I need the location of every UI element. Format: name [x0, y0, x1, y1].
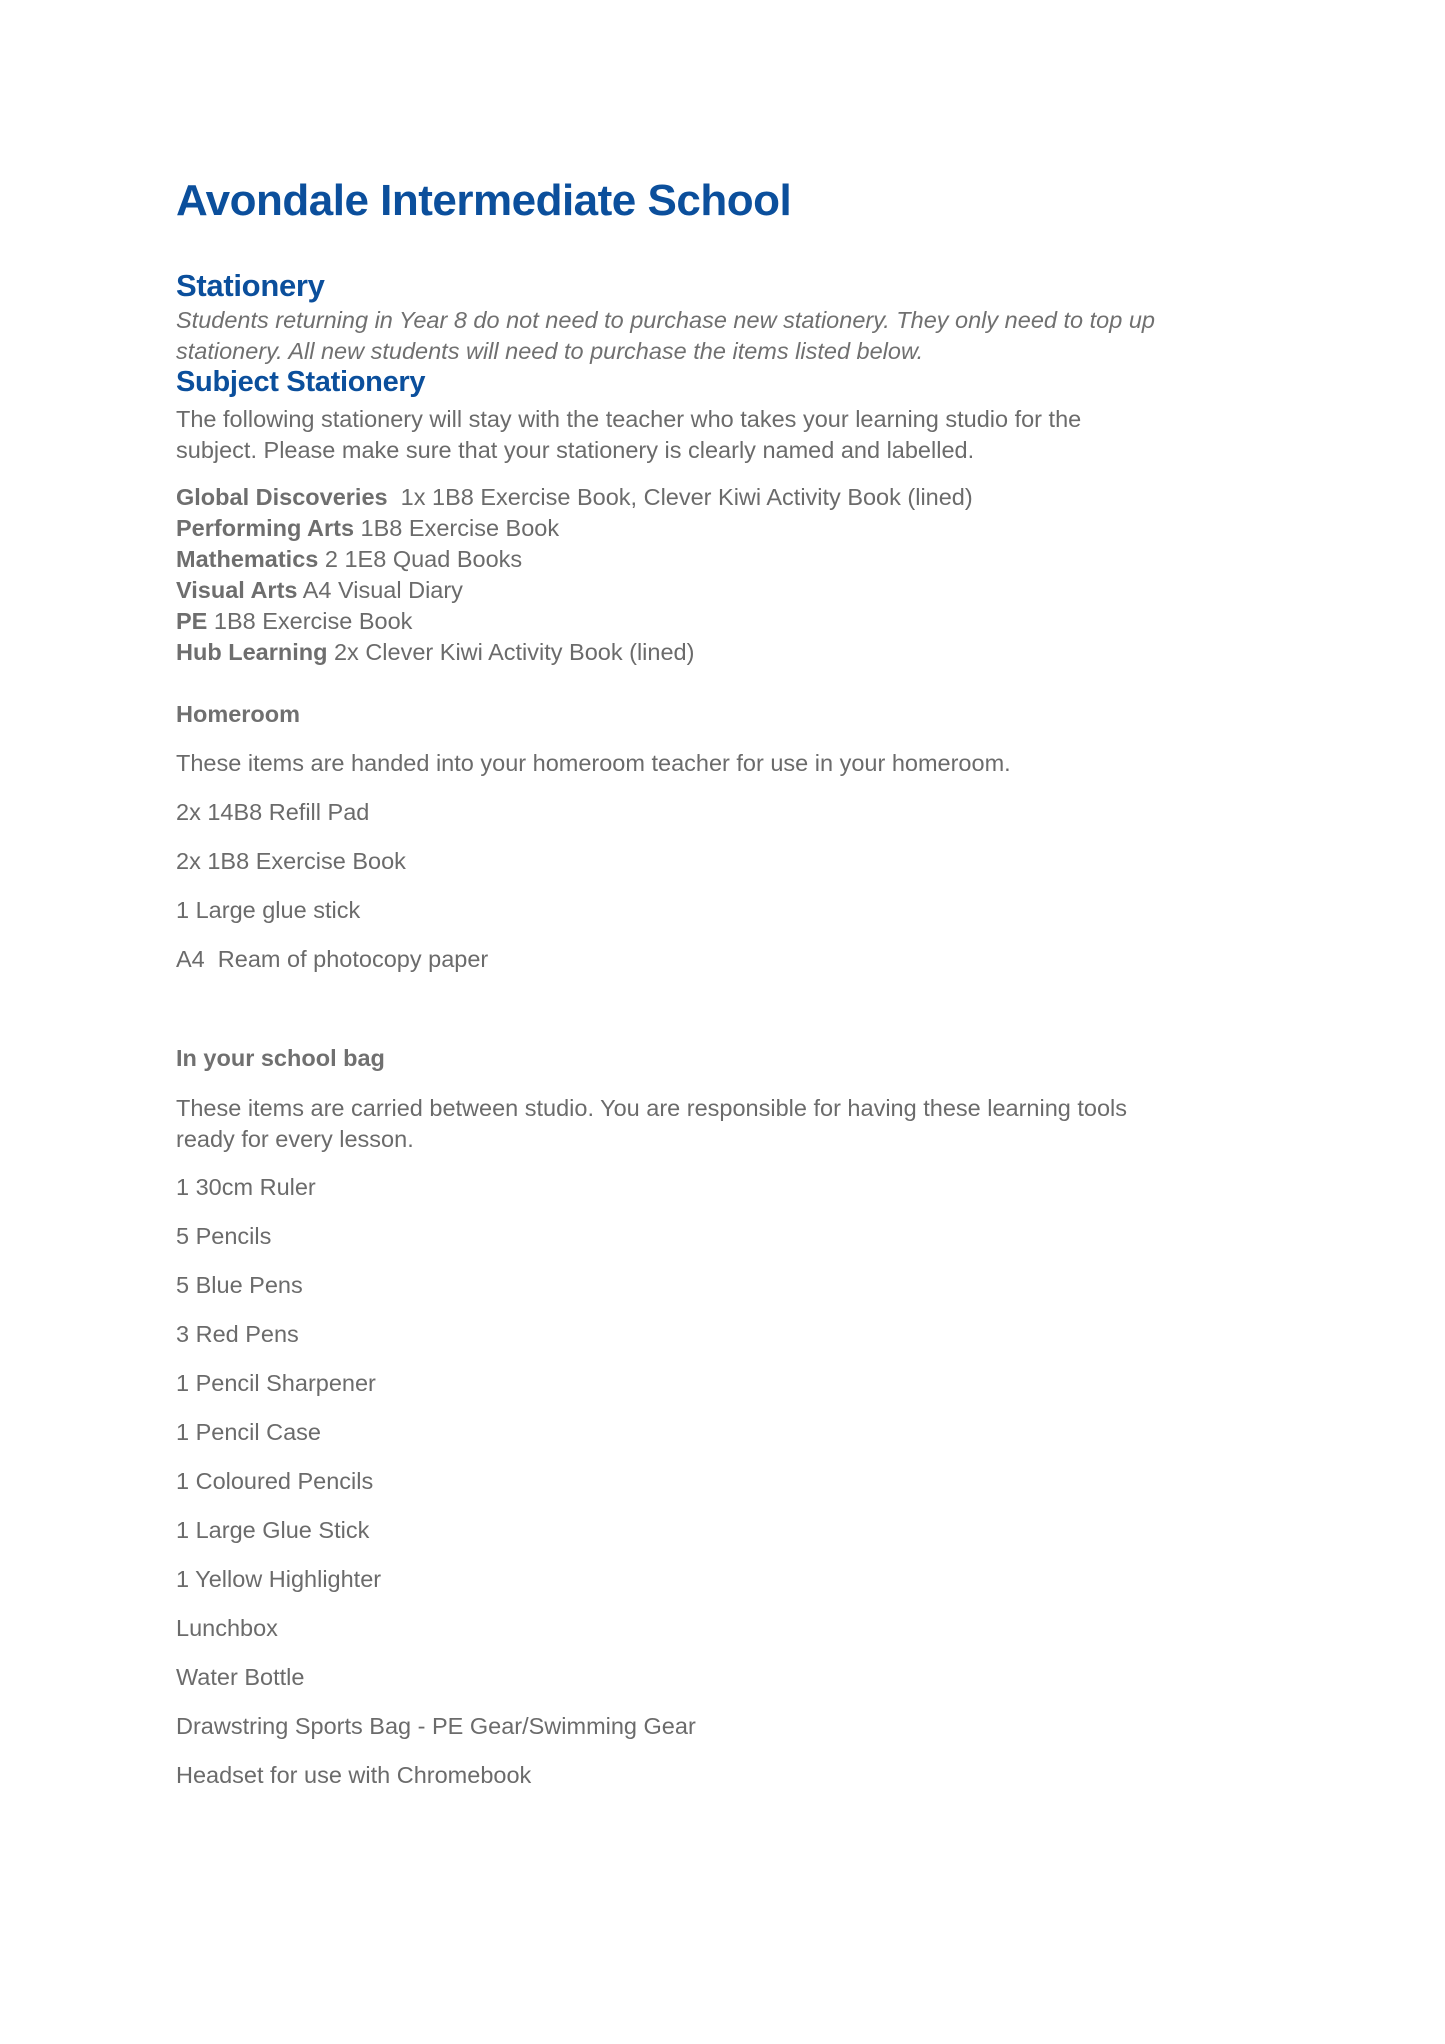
subject-name: Visual Arts [176, 577, 298, 603]
subject-stationery-description [176, 404, 1256, 466]
subject-desc-line-2: subject. Please make sure that your stationery is clearly named and labelled. [176, 437, 975, 463]
subject-name: Global Discoveries [176, 484, 388, 510]
school-bag-item: 1 Pencil Sharpener [176, 1370, 376, 1396]
school-bag-item: 1 30cm Ruler [176, 1174, 316, 1200]
subject-row-visual-arts [176, 575, 973, 606]
subject-stationery-heading: Subject Stationery [176, 366, 426, 398]
subject-items: 1B8 Exercise Book [207, 608, 413, 634]
school-bag-desc-line-1: These items are carried between studio. You are responsible for having these learning tools [176, 1095, 1128, 1121]
stationery-heading: Stationery [176, 268, 325, 303]
subject-list [176, 482, 973, 668]
subject-name: PE [176, 608, 208, 634]
subject-name: Hub Learning [176, 639, 328, 665]
subject-items: 1B8 Exercise Book [354, 515, 560, 541]
homeroom-heading: Homeroom [176, 701, 301, 727]
school-bag-heading: In your school bag [176, 1045, 385, 1071]
document-title: Avondale Intermediate School [176, 176, 792, 225]
subject-items: 2x Clever Kiwi Activity Book (lined) [327, 639, 695, 665]
subject-name: Performing Arts [176, 515, 355, 541]
school-bag-item: Water Bottle [176, 1664, 305, 1690]
stationery-intro-line-1: Students returning in Year 8 do not need to purchase new stationery. They only need to top up [176, 307, 1155, 333]
school-bag-item: Lunchbox [176, 1615, 278, 1641]
subject-row-hub-learning [176, 637, 973, 668]
school-bag-desc-line-2: ready for every lesson. [176, 1126, 414, 1152]
homeroom-item: 2x 14B8 Refill Pad [176, 799, 370, 825]
subject-items: 2 1E8 Quad Books [318, 546, 523, 572]
homeroom-description: These items are handed into your homeroom teacher for use in your homeroom. [176, 750, 1011, 776]
stationery-intro-line-2: stationery. All new students will need to purchase the items listed below. [176, 338, 924, 364]
school-bag-item: 5 Blue Pens [176, 1272, 303, 1298]
school-bag-item: 5 Pencils [176, 1223, 272, 1249]
subject-desc-line-1: The following stationery will stay with the teacher who takes your learning studio for the [176, 406, 1082, 432]
school-bag-item: 1 Pencil Case [176, 1419, 321, 1445]
school-bag-item: Drawstring Sports Bag - PE Gear/Swimming Gear [176, 1713, 696, 1739]
subject-items: 1x 1B8 Exercise Book, Clever Kiwi Activity Book (lined) [387, 484, 973, 510]
school-bag-description [176, 1093, 1256, 1155]
school-bag-item: 3 Red Pens [176, 1321, 299, 1347]
subject-row-mathematics [176, 544, 973, 575]
homeroom-item: 2x 1B8 Exercise Book [176, 848, 406, 874]
subject-row-performing-arts [176, 513, 973, 544]
school-bag-item: 1 Large Glue Stick [176, 1517, 370, 1543]
homeroom-item: A4 Ream of photocopy paper [176, 946, 489, 972]
homeroom-item: 1 Large glue stick [176, 897, 361, 923]
school-bag-item: 1 Yellow Highlighter [176, 1566, 382, 1592]
stationery-intro [176, 305, 1256, 367]
subject-row-global-discoveries [176, 482, 973, 513]
school-bag-item: Headset for use with Chromebook [176, 1762, 532, 1788]
subject-items: A4 Visual Diary [297, 577, 463, 603]
subject-row-pe [176, 606, 973, 637]
school-bag-item: 1 Coloured Pencils [176, 1468, 374, 1494]
subject-name: Mathematics [176, 546, 319, 572]
